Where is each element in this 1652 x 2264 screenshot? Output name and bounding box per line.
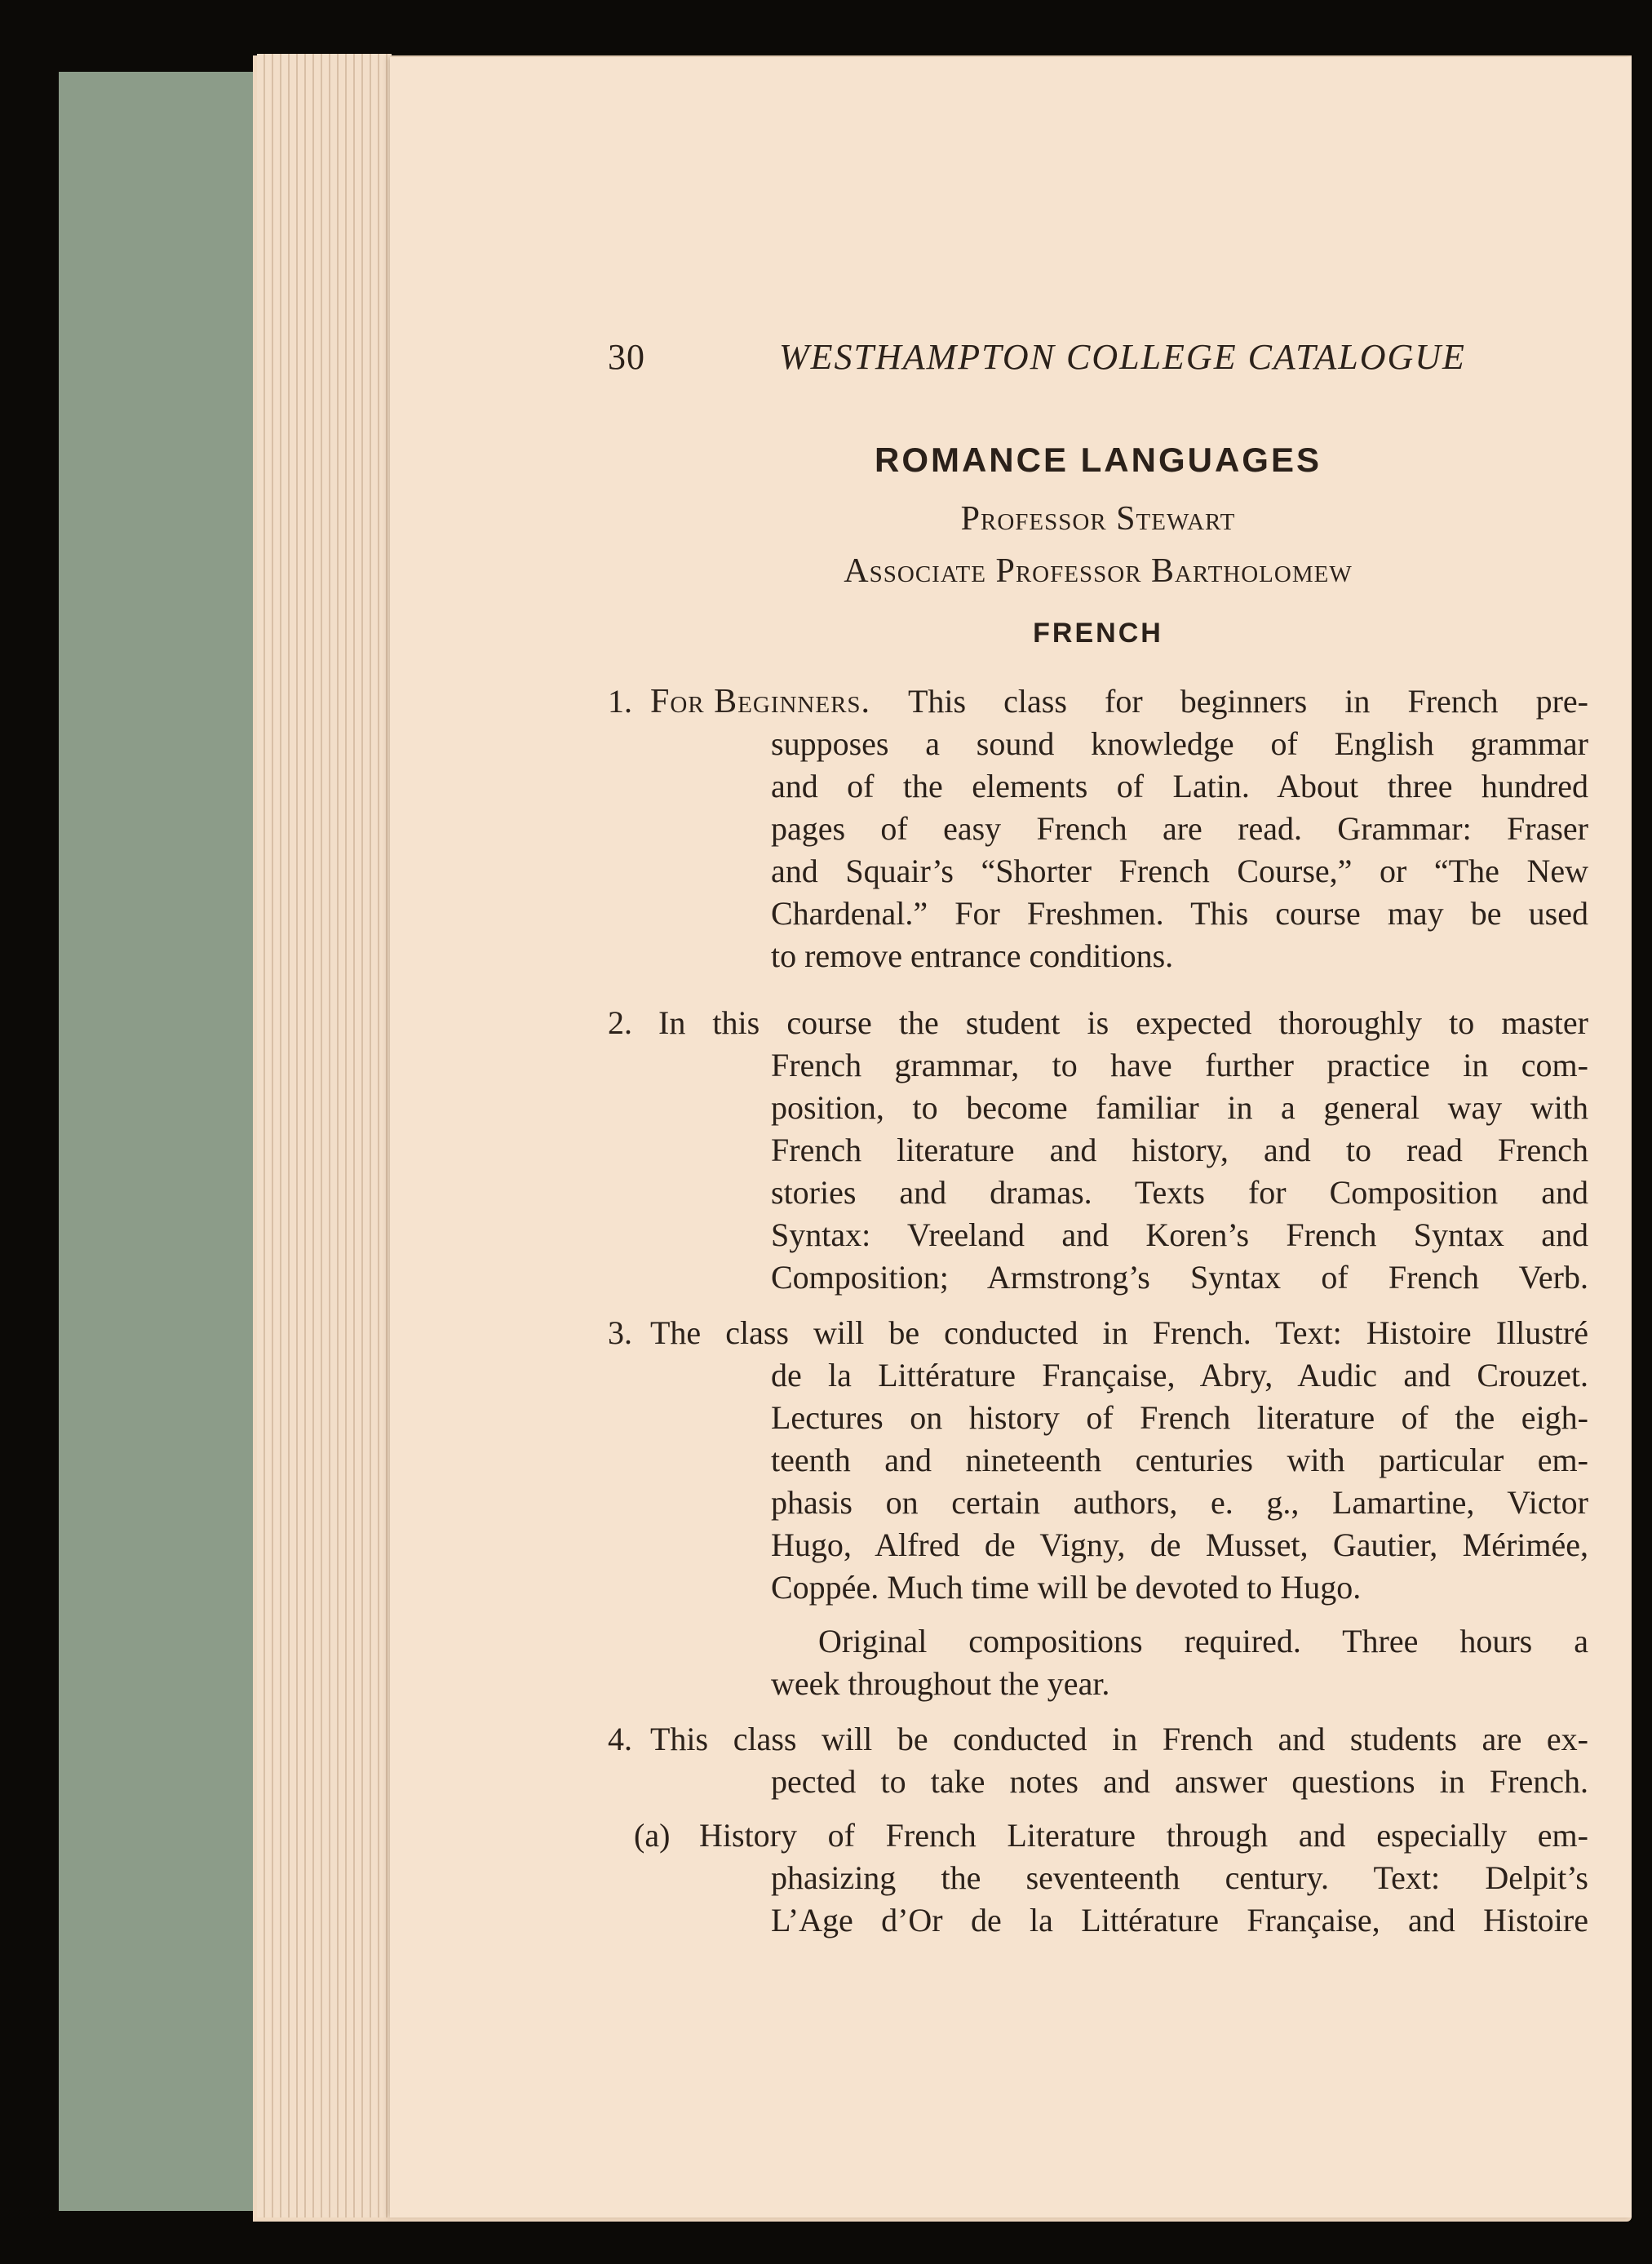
page-edges bbox=[257, 54, 392, 2217]
professor-name: Professor Stewart bbox=[960, 500, 1236, 538]
course-line: Chardenal.” For Freshmen. This course may be used bbox=[771, 895, 1588, 932]
course-line: This class will be conducted in French and students are ex- bbox=[650, 1721, 1588, 1757]
page-number: 30 bbox=[608, 337, 645, 377]
course-number: 4. bbox=[608, 1721, 632, 1757]
course-line: position, to become familiar in a general way with bbox=[771, 1089, 1588, 1126]
subitem-label: (a) bbox=[634, 1817, 671, 1854]
course-line: Hugo, Alfred de Vigny, de Musset, Gautier, Mérimée, bbox=[771, 1526, 1588, 1563]
course-line: Original compositions required. Three hours a bbox=[818, 1623, 1588, 1659]
course-line: phasis on certain authors, e. g., Lamartine, Victor bbox=[771, 1484, 1588, 1521]
course-line: teenth and nineteenth centuries with particular em- bbox=[771, 1442, 1588, 1478]
green-cover-board bbox=[59, 72, 271, 2211]
course-line: French grammar, to have further practice in com- bbox=[771, 1047, 1588, 1083]
course-line: Lectures on history of French literature of the eigh- bbox=[771, 1399, 1588, 1436]
course-number: 2. bbox=[608, 1004, 632, 1041]
course-line: Coppée. Much time will be devoted to Hugo. bbox=[771, 1569, 1362, 1606]
course-line: The class will be conducted in French. Text: Histoire Illustré bbox=[650, 1314, 1588, 1351]
catalogue-title: WESTHAMPTON COLLEGE CATALOGUE bbox=[779, 337, 1466, 377]
course-line: and of the elements of Latin. About three hundred bbox=[771, 768, 1588, 804]
course-line: French literature and history, and to read French bbox=[771, 1132, 1588, 1168]
course-number: 3. bbox=[608, 1314, 632, 1351]
course-line: pected to take notes and answer questions in French. bbox=[771, 1763, 1588, 1800]
course-line: In this course the student is expected thoroughly to master bbox=[658, 1004, 1588, 1041]
course-line: L’Age d’Or de la Littérature Française, and Histoire bbox=[771, 1902, 1588, 1938]
course-line: pages of easy French are read. Grammar: Fraser bbox=[771, 810, 1588, 847]
subsection-title: FRENCH bbox=[1033, 618, 1163, 649]
course-line: phasizing the seventeenth century. Text: Delpit’s bbox=[771, 1859, 1588, 1896]
course-line: to remove entrance conditions. bbox=[771, 937, 1174, 974]
associate-professor-name: Associate Professor Bartholomew bbox=[844, 552, 1353, 590]
course-line: week throughout the year. bbox=[771, 1665, 1110, 1702]
course-line: This class for beginners in French pre- bbox=[908, 683, 1588, 720]
course-line: de la Littérature Française, Abry, Audic and Crouzet. bbox=[771, 1357, 1588, 1393]
course-line: stories and dramas. Texts for Composition and bbox=[771, 1174, 1588, 1211]
course-number: 1. bbox=[608, 683, 632, 720]
course-line: Syntax: Vreeland and Koren’s French Syntax and bbox=[771, 1216, 1588, 1253]
course-line: Composition; Armstrong’s Syntax of French Verb. bbox=[771, 1259, 1588, 1296]
section-title: ROMANCE LANGUAGES bbox=[874, 441, 1322, 479]
course-line: and Squair’s “Shorter French Course,” or “The New bbox=[771, 853, 1588, 889]
course-lead: For Beginners. bbox=[650, 683, 871, 720]
course-line: supposes a sound knowledge of English grammar bbox=[771, 725, 1588, 762]
course-line: History of French Literature through and especially em- bbox=[699, 1817, 1588, 1854]
